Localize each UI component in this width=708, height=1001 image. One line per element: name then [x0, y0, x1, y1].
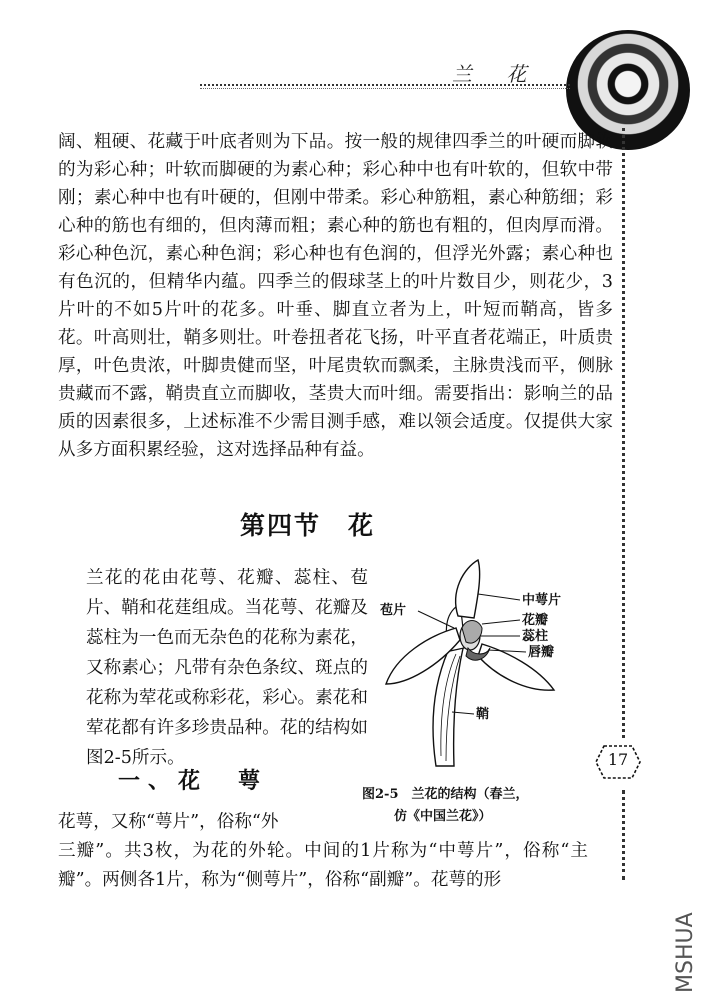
orchid-structure-diagram	[378, 556, 603, 771]
sub-heading-sepal: 一、花 萼	[118, 768, 269, 794]
label-middle-sepal: 中萼片	[522, 593, 562, 608]
right-margin-dotted-rule-lower	[622, 790, 625, 880]
page-number: 17	[607, 750, 629, 769]
label-bract: 苞片	[380, 603, 407, 618]
intro-paragraph: 阔、粗硬、花藏于叶底者则为下品。按一般的规律四季兰的叶硬而脚软的为彩心种；叶软而脚硬的为素心种；彩心种中也有叶软的，但软中带刚；素心种中也有叶硬的，但刚中带柔。彩心种筋粗，素心种筋细；彩心种的筋也有细的，但肉薄而粗；素心种的筋也有粗的，但肉厚而滑。彩心种色沉，素心种色润；彩心种也有色润的，但浮光外露；素心种也有色沉的，但精华内蕴。四季兰的假球茎上的叶片数目少，则花少，3片叶的不如5片叶的花多。叶垂、脚直立者为上，叶短而鞘高，皆多花。叶高则壮，鞘多则壮。叶卷扭者花飞扬，叶平直者花端正，叶质贵厚，叶色贵浓，叶脚贵健而坚，叶尾贵软而飘柔，主脉贵浅而平，侧脉贵藏而不露，鞘贵直立而脚收，茎贵大而叶细。需要指出：影响兰的品质的因素很多，上述标准不少需目测手感，难以领会适度。仅提供大家从多方面积累经验，这对选择品种有益。	[58, 132, 613, 460]
watermark	[668, 885, 698, 995]
sepal-paragraph-rest: 三瓣”。共3枚，为花的外轮。中间的1片称为“中萼片”，俗称“主瓣”。两侧各1片，称为“侧萼片”，俗称“副瓣”。花萼的形	[58, 841, 588, 890]
flower-structure-paragraph: 兰花的花由花萼、花瓣、蕊柱、苞片、鞘和花莛组成。当花萼、花瓣及蕊柱为一色而无杂色的花称为素花，又称素心；凡带有杂色条纹、斑点的花称为荤花或称彩花，彩心。素花和荤花都有许多珍贵品种。花的结构如图2-5所示。	[86, 568, 368, 768]
sepal-paragraph	[58, 808, 588, 895]
section-title: 第四节 花	[240, 511, 376, 540]
orchid-diagram-svg	[378, 556, 603, 771]
sepal-paragraph-line1: 花萼，又称“萼片”，俗称“外	[58, 812, 279, 832]
label-column: 蕊柱	[522, 629, 549, 644]
label-sheath: 鞘	[476, 707, 490, 722]
watermark-text: MSHUA	[673, 912, 698, 993]
watermark-svg	[668, 885, 698, 995]
running-header-title: 兰 花	[452, 62, 541, 86]
header-dotted-rule-thin	[200, 88, 570, 89]
label-lip: 唇瓣	[528, 645, 555, 660]
figure-caption-line2: 仿《中国兰花》）	[394, 809, 492, 824]
header-dotted-rule	[200, 84, 570, 86]
label-petal: 花瓣	[522, 613, 549, 628]
right-margin-dotted-rule	[622, 128, 625, 738]
figure-caption-line1: 图2-5 兰花的结构（春兰，	[362, 787, 529, 802]
middle-sepal-shape	[456, 560, 480, 618]
